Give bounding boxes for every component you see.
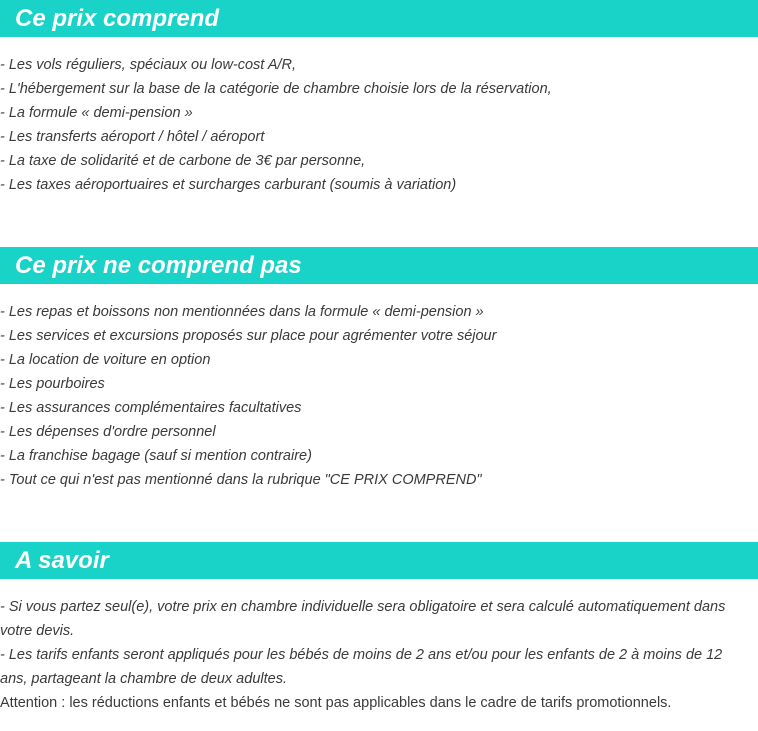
excluded-item: - Les repas et boissons non mentionnées dans la formule « demi-pension »: [0, 304, 484, 320]
excluded-title: Ce prix ne comprend pas: [15, 252, 302, 279]
excluded-item: - La franchise bagage (sauf si mention contraire): [0, 448, 312, 464]
included-item: - La formule « demi-pension »: [0, 105, 193, 121]
excluded-list: [0, 300, 758, 492]
included-list: [0, 53, 758, 197]
included-item: - L'hébergement sur la base de la catégorie de chambre choisie lors de la réservation,: [0, 81, 552, 97]
included-item: - Les vols réguliers, spéciaux ou low-cost A/R,: [0, 57, 297, 73]
excluded-item: - Les assurances complémentaires facultatives: [0, 400, 302, 416]
info-note: Attention : les réductions enfants et bébés ne sont pas applicables dans le cadre de tarifs promotionnels.: [0, 695, 672, 711]
included-item: - Les taxes aéroportuaires et surcharges carburant (soumis à variation): [0, 177, 457, 193]
excluded-item: - La location de voiture en option: [0, 352, 211, 368]
info-header-band: [0, 542, 758, 579]
included-item: - Les transferts aéroport / hôtel / aéroport: [0, 129, 265, 145]
excluded-item: - Les pourboires: [0, 376, 105, 392]
excluded-header-band: [0, 247, 758, 284]
info-title: A savoir: [15, 547, 109, 574]
excluded-item: - Les dépenses d'ordre personnel: [0, 424, 216, 440]
included-header-band: [0, 0, 758, 37]
info-body: [0, 595, 758, 715]
excluded-item: - Les services et excursions proposés sur place pour agrémenter votre séjour: [0, 328, 497, 344]
excluded-section: [0, 247, 758, 492]
info-paragraph: - Si vous partez seul(e), votre prix en chambre individuelle sera obligatoire et sera calculé automatiquement dans votre devis.: [0, 599, 726, 639]
included-item: - La taxe de solidarité et de carbone de 3€ par personne,: [0, 153, 366, 169]
included-section: [0, 0, 758, 197]
excluded-item: - Tout ce qui n'est pas mentionné dans la rubrique "CE PRIX COMPREND": [0, 472, 482, 488]
info-paragraph: - Les tarifs enfants seront appliqués pour les bébés de moins de 2 ans et/ou pour les enfants de 2 à moins de 12 ans, partageant la chambre de deux adultes.: [0, 647, 723, 687]
info-section: [0, 542, 758, 715]
included-title: Ce prix comprend: [15, 5, 220, 32]
